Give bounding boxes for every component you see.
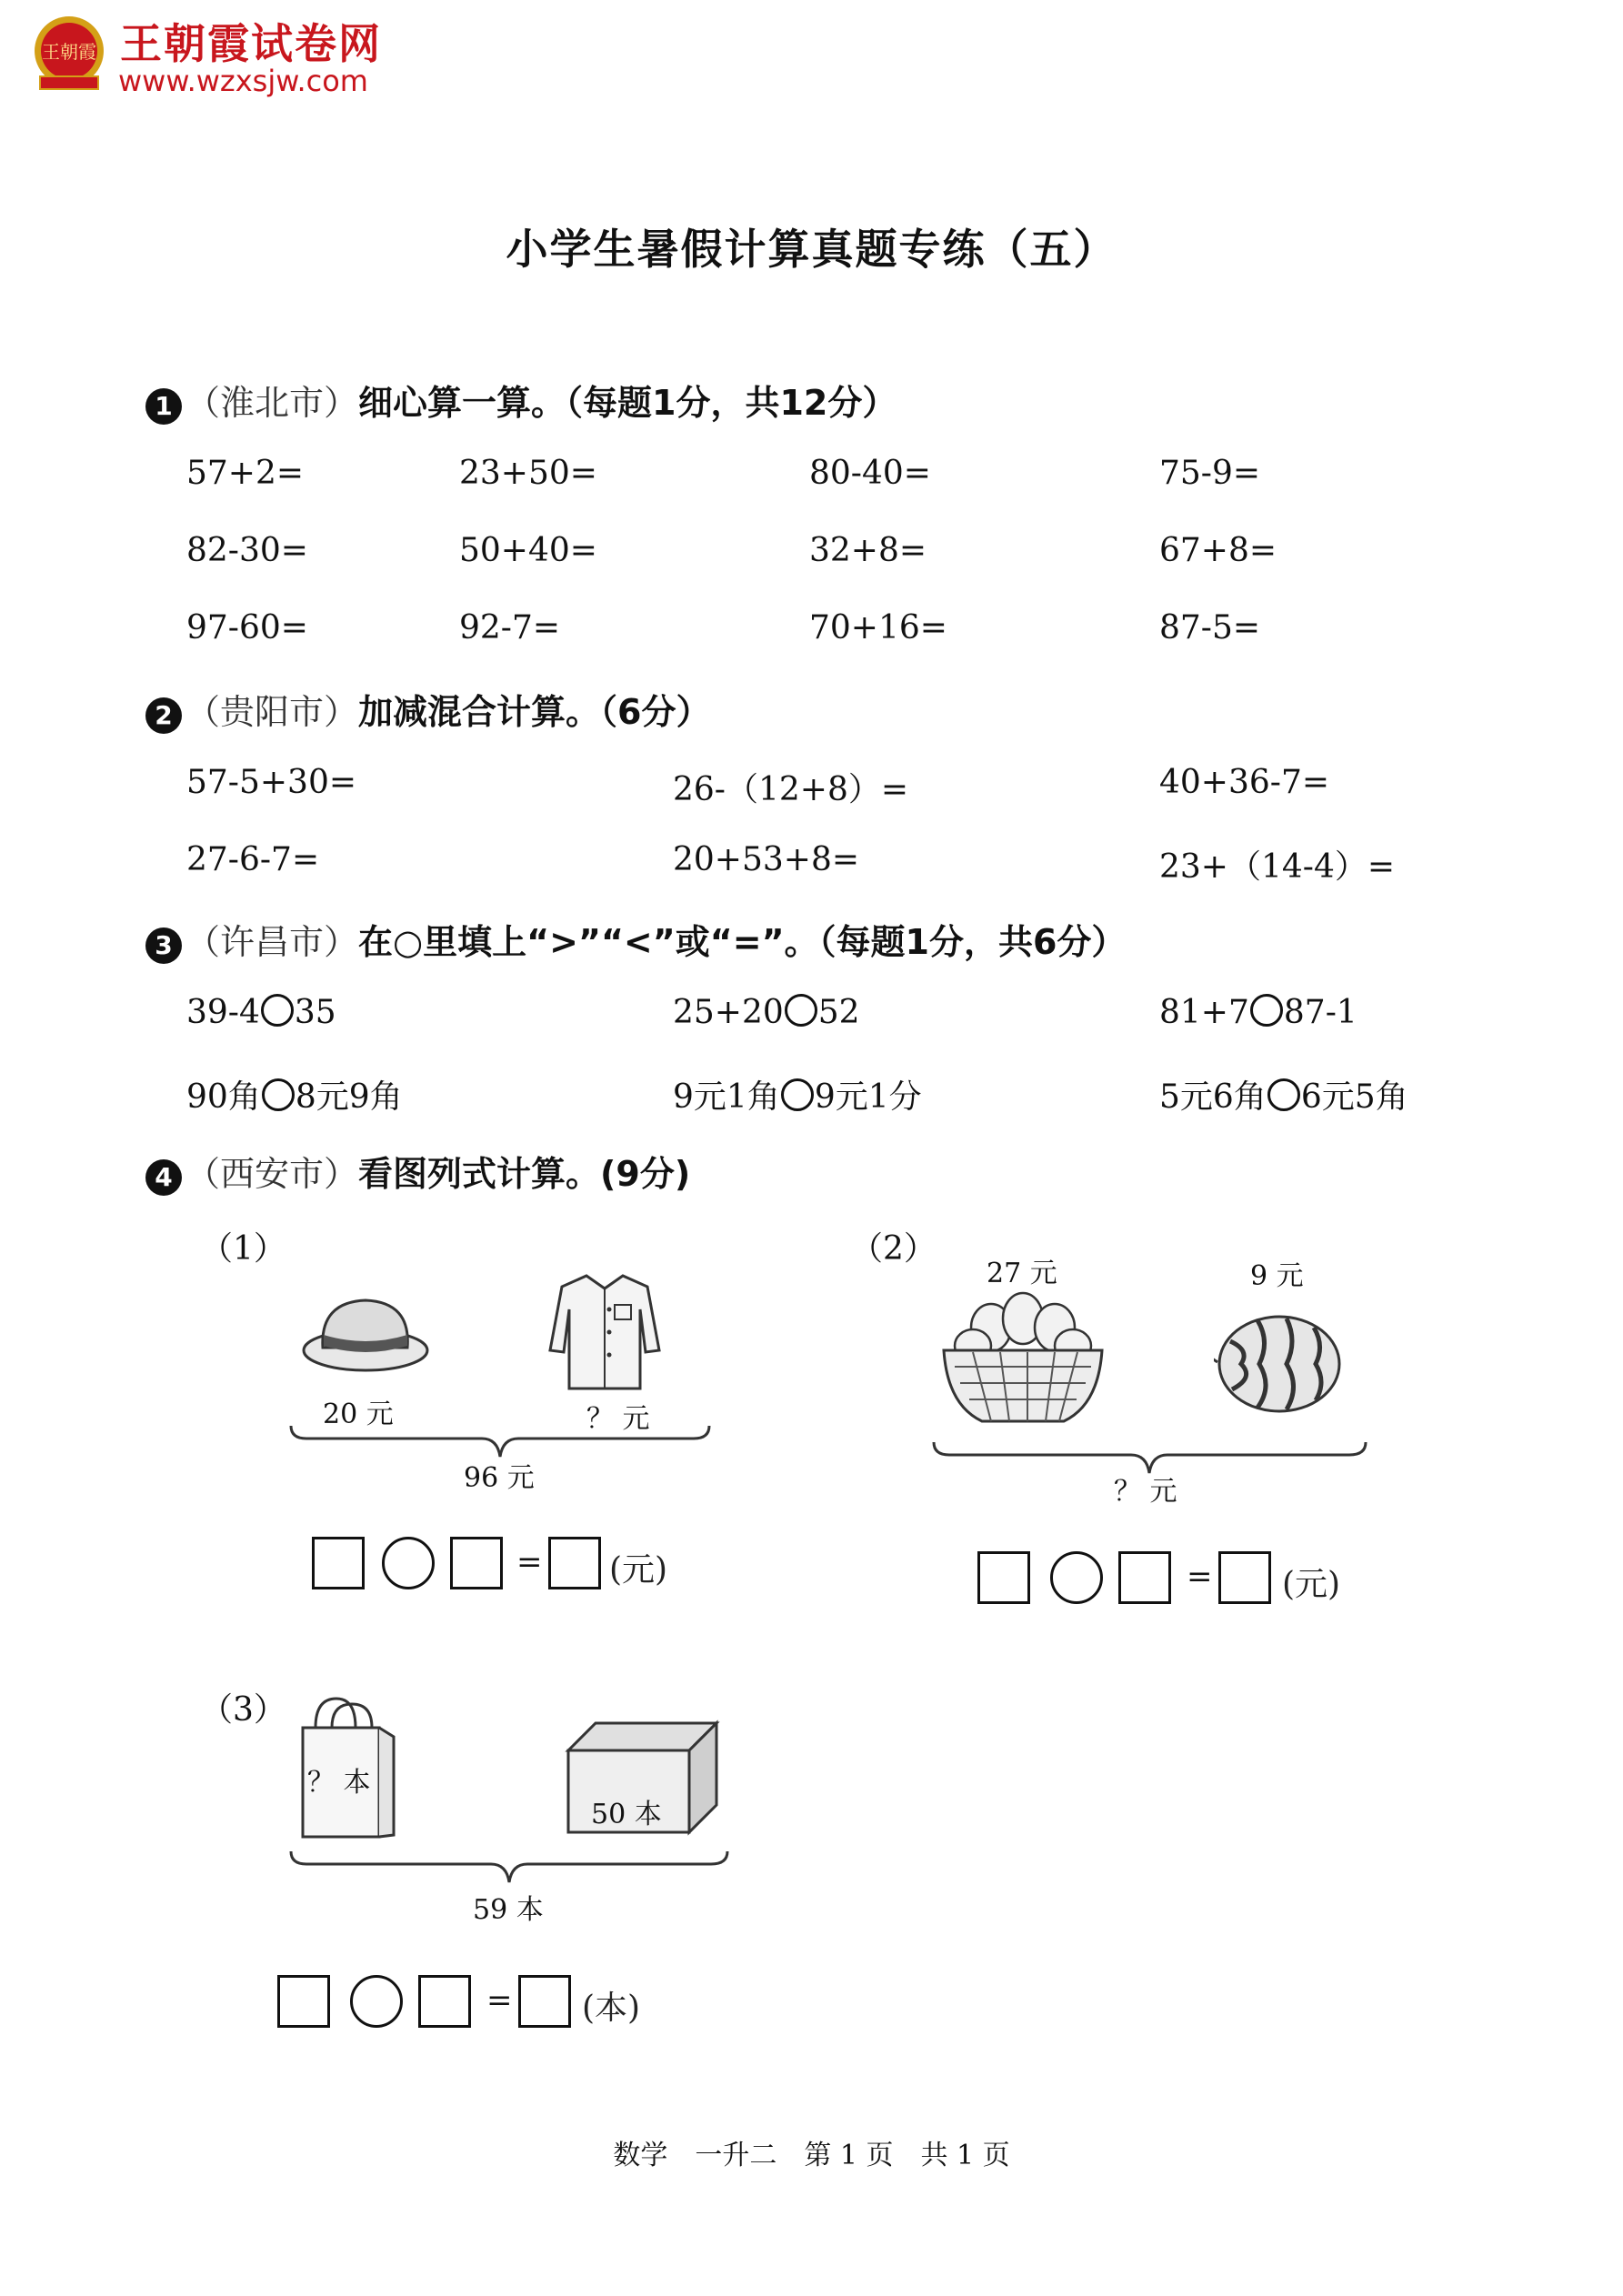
fruit-basket-icon [937,1287,1109,1432]
problem-label: （1） [200,1230,286,1268]
section-number-badge: 4 [145,1159,182,1196]
section-1-heading [145,375,897,425]
item-price: 27 元 [987,1258,1057,1289]
compare-circle[interactable] [1267,1078,1300,1111]
compare-left: 9元1角 [673,1078,780,1116]
section-source: （贵阳市） [185,692,359,732]
compare-right: 8元9角 [295,1078,403,1116]
unit-label: (元) [1282,1566,1341,1603]
shirt-icon [546,1268,664,1396]
page-title: 小学生暑假计算真题专练（五） [506,225,1117,274]
logo-url[interactable]: www.wzxsjw.com [118,64,368,98]
compare-circle[interactable] [1250,994,1283,1027]
compare-left: 90角 [186,1078,261,1116]
compare-circle[interactable] [781,1078,814,1111]
question-item: 70+16= [809,609,947,647]
question-item: 26-（12+8）= [673,771,909,808]
question-item: 97-60= [186,609,308,647]
compare-left: 39-4 [186,994,260,1031]
answer-box[interactable] [418,1975,471,2028]
section-source: （西安市） [185,1154,359,1194]
compare-right: 35 [294,994,336,1031]
box-label: 50 本 [591,1799,662,1830]
compare-left: 81+7 [1159,994,1249,1031]
question-item: 67+8= [1159,532,1277,569]
bag-label: ？ 本 [307,1767,371,1799]
section-2-heading [145,684,710,734]
section-source: （许昌市） [185,922,359,962]
question-item: 82-30= [186,532,308,569]
problem-label: （2） [850,1230,937,1268]
section-instruction: 加减混合计算。（6分） [358,692,711,732]
item-price: 9 元 [1250,1260,1304,1292]
question-item: 27-6-7= [186,841,320,878]
section-instruction: 在○里填上“>”“<”或“=”。（每题1分，共6分） [358,922,1127,962]
compare-circle[interactable] [261,994,294,1027]
compare-circle[interactable] [785,994,817,1027]
compare-circle[interactable] [262,1078,295,1111]
question-item: 23+50= [459,455,597,492]
unit-label: (本) [582,1990,641,2027]
compare-item [673,1071,922,1118]
compare-item [673,994,860,1031]
question-item: 40+36-7= [1159,764,1330,801]
operator-circle[interactable] [350,1975,403,2028]
compare-right: 87-1 [1283,994,1358,1031]
equals-sign: = [516,1544,543,1580]
total-amount: 96 元 [464,1462,535,1494]
question-item: 20+53+8= [673,841,860,878]
question-item: 57-5+30= [186,764,357,801]
section-number-badge: 1 [145,388,182,425]
answer-box[interactable] [518,1975,571,2028]
compare-left: 5元6角 [1159,1078,1267,1116]
answer-box[interactable] [277,1975,330,2028]
section-number-badge: 2 [145,697,182,734]
answer-box[interactable] [1218,1551,1271,1604]
answer-box[interactable] [450,1537,503,1589]
operator-circle[interactable] [1050,1551,1103,1604]
total-amount: ？ 元 [1114,1476,1177,1508]
equals-sign: = [486,1982,513,2019]
section-instruction: 细心算一算。（每题1分，共12分） [358,383,897,423]
problem-label: （3） [200,1691,286,1729]
answer-box[interactable] [1118,1551,1171,1604]
compare-left: 25+20 [673,994,784,1031]
logo-title: 王朝霞试卷网 [120,19,382,68]
answer-box[interactable] [548,1537,601,1589]
question-item: 75-9= [1159,455,1261,492]
compare-item [186,994,336,1031]
section-number-badge: 3 [145,927,182,964]
answer-box[interactable] [977,1551,1030,1604]
question-item: 87-5= [1159,609,1261,647]
equals-sign: = [1187,1559,1213,1595]
watermelon-icon [1214,1309,1346,1419]
compare-right: 9元1分 [814,1078,922,1116]
compare-right: 6元5角 [1300,1078,1408,1116]
question-item: 92-7= [459,609,561,647]
seal-text: 王朝霞 [42,41,96,63]
total-amount: 59 本 [473,1894,544,1926]
question-item: 32+8= [809,532,927,569]
compare-item [1159,994,1358,1031]
item-price: 20 元 [323,1399,394,1430]
section-instruction: 看图列式计算。(9分) [358,1154,691,1194]
compare-item [1159,1071,1408,1118]
page-footer: 数学 一升二 第 1 页 共 1 页 [613,2140,1010,2171]
unit-label: (元) [609,1551,668,1589]
compare-item [186,1071,403,1118]
section-4-heading [145,1146,690,1196]
answer-box[interactable] [312,1537,365,1589]
question-item: 57+2= [186,455,305,492]
question-item: 23+（14-4）= [1159,848,1396,886]
section-3-heading [145,914,1126,964]
question-item: 50+40= [459,532,597,569]
total-brace [286,1846,732,1891]
logo-seal-icon [27,13,111,96]
operator-circle[interactable] [382,1537,435,1589]
section-source: （淮北市） [185,383,359,423]
hat-icon [300,1282,436,1382]
item-price: ？ 元 [586,1403,650,1435]
compare-right: 52 [817,994,860,1031]
question-item: 80-40= [809,455,931,492]
